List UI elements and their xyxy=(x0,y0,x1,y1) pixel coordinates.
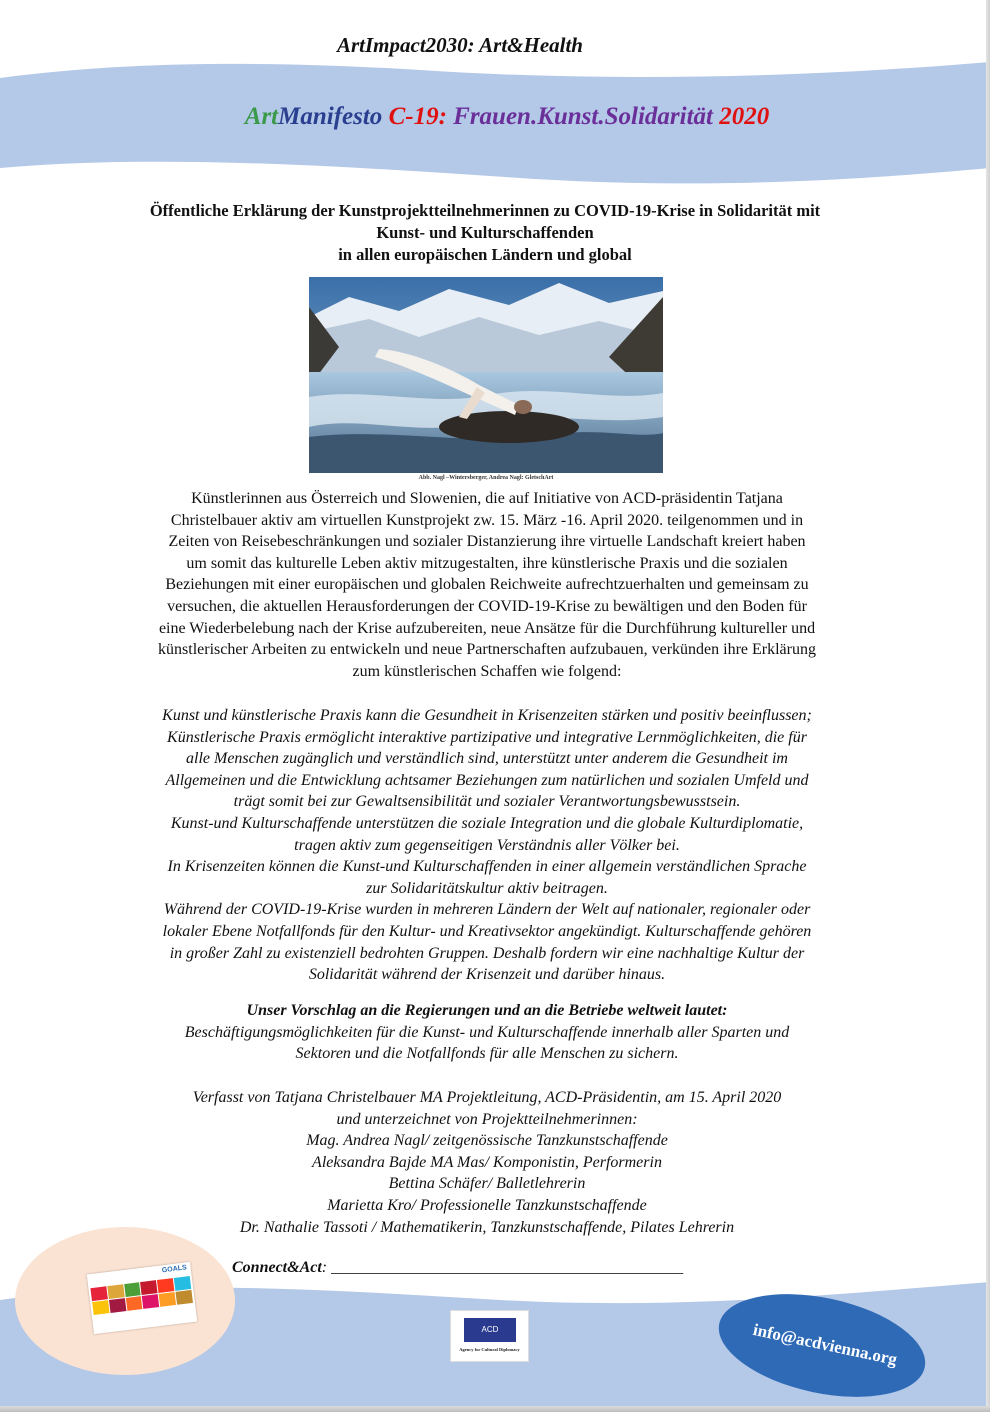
intro-line: künstlerischer Arbeiten zu entwickeln und neue Partnerschaften aufzubauen, verkünden ihre Erklärung xyxy=(158,641,816,659)
intro-line: Christelbauer aktiv am virtuellen Kunstprojekt zw. 15. März -16. April 2020. teilgenommen und in xyxy=(170,511,804,529)
proposal-line: Sektoren und die Notfallfonds für alle Menschen zu sichern. xyxy=(295,1045,679,1063)
intro-paragraph xyxy=(92,488,882,682)
connect-act-line xyxy=(232,1259,683,1277)
intro-line: Zeiten von Reisebeschränkungen und sozialer Distanzierung ihre virtuelle Landschaft kreiert haben xyxy=(168,533,806,551)
manifesto-year: 2020 xyxy=(719,103,770,130)
acd-subtitle: Agency for Cultural Diplomacy xyxy=(459,1347,520,1352)
statement-line: tragen aktiv zum gegenseitigen Verständnis aller Völker bei. xyxy=(294,836,680,854)
signature-line: Aleksandra Bajde MA Mas/ Komponistin, Performerin xyxy=(312,1153,662,1171)
heading-line: Kunst- und Kulturschaffenden xyxy=(376,223,594,242)
header-wave-band xyxy=(0,0,990,200)
statement-line: lokaler Ebene Notfallfonds für den Kultur- und Kreativsektor angekündigt. Kulturschaffende gehören xyxy=(162,922,812,940)
statement-line: Künstlerische Praxis ermöglicht interaktive partizipative und integrative Lernmöglichkeiten, die für xyxy=(167,728,807,746)
manifesto-art: Art xyxy=(244,103,279,130)
document-title: ArtImpact2030: Art&Health xyxy=(337,33,583,57)
statement-line: Kunst und künstlerische Praxis kann die Gesundheit in Krisenzeiten stärken und positiv beeinflussen; xyxy=(162,707,812,724)
acd-flag xyxy=(464,1318,516,1342)
intro-line: Künstlerinnen aus Österreich und Slowenien, die auf Initiative von ACD-präsidentin Tatjana xyxy=(191,490,783,507)
sdg-goal-tile xyxy=(109,1298,126,1313)
statement-line: In Krisenzeiten können die Kunst-und Kulturschaffenden in einer allgemein verständlichen Sprache xyxy=(167,858,807,876)
acd-logo xyxy=(450,1310,529,1362)
photo-caption: Abb. Nagl –Wintersberger, Andrea Nagl: GletschArt xyxy=(418,475,554,481)
heading-line: in allen europäischen Ländern und global xyxy=(338,245,632,264)
sdg-goal-tile xyxy=(157,1278,174,1293)
glacier-dance-photo xyxy=(309,277,663,473)
intro-line: zum künstlerischen Schaffen wie folgend: xyxy=(352,662,622,680)
statement-line: Kunst-und Kulturschaffende unterstützen die soziale Integration und die globale Kulturdiplomatie, xyxy=(170,814,804,832)
statement-paragraph xyxy=(92,705,882,986)
sdg-goal-tile xyxy=(176,1290,193,1305)
page-edge-right xyxy=(986,0,990,1412)
sdg-goal-tile xyxy=(159,1292,176,1307)
sdg-goals-logo xyxy=(87,1262,198,1334)
intro-line: Beziehungen mit einer europäischen und globalen Reichweite aufrechtzuerhalten und gemeinsam zu xyxy=(165,576,809,594)
page-edge-bottom xyxy=(0,1406,990,1412)
manifesto-c19: C-19: xyxy=(388,103,447,130)
sdg-goal-tile xyxy=(107,1284,124,1299)
signature-line: Dr. Nathalie Tassoti / Mathematikerin, Tanzkunstschaffende, Pilates Lehrerin xyxy=(239,1218,735,1236)
manifesto-word: Manifesto xyxy=(278,103,383,130)
manifesto-frauen: Frauen.Kunst.Solidarität xyxy=(453,103,713,130)
sdg-goal-tile xyxy=(174,1276,191,1291)
email-link[interactable]: info@acdvienna.org xyxy=(751,1319,899,1370)
signature-line: und unterzeichnet von Projektteilnehmerinnen: xyxy=(336,1110,638,1128)
sdg-goal-tile xyxy=(92,1300,109,1315)
sdg-goal-tile xyxy=(124,1282,141,1297)
signature-line: Verfasst von Tatjana Christelbauer MA Projektleitung, ACD-Präsidentin, am 15. April 2020 xyxy=(192,1089,782,1106)
signature-line: Marietta Kro/ Professionelle Tanzkunstschaffende xyxy=(327,1196,647,1214)
sdg-goal-tile xyxy=(141,1280,158,1295)
intro-line: versuchen, die aktuellen Herausforderungen der COVID-19-Krise zu bewältigen und den Boden für xyxy=(167,597,807,615)
signature-line: Mag. Andrea Nagl/ zeitgenössische Tanzkunstschaffende xyxy=(306,1132,668,1150)
connect-act-blank: : ____________________________________________ xyxy=(321,1259,684,1276)
signature-line: Bettina Schäfer/ Balletlehrerin xyxy=(388,1175,586,1193)
proposal-section xyxy=(92,1000,882,1065)
acd-logo-text: ACD xyxy=(481,1325,499,1334)
statement-line: Solidarität während der Krisenzeit und darüber hinaus. xyxy=(308,966,666,984)
sdg-goal-tile xyxy=(90,1286,107,1301)
signatures-section xyxy=(92,1087,882,1238)
statement-line: zur Solidaritätskultur aktiv beitragen. xyxy=(366,879,608,897)
proposal-title: Unser Vorschlag an die Regierungen und an die Betriebe weltweit lautet: xyxy=(246,1002,728,1019)
sdg-goal-tile xyxy=(142,1294,159,1309)
statement-line: trägt somit bei zur Gewaltsensibilität und sozialer Verantwortungsbewusstsein. xyxy=(233,793,741,811)
heading-line: Öffentliche Erklärung der Kunstprojektteilnehmerinnen zu COVID-19-Krise in Solidarität mit xyxy=(149,201,821,220)
proposal-line: Beschäftigungsmöglichkeiten für die Kunst- und Kulturschaffende innerhalb aller Sparten und xyxy=(184,1023,790,1041)
sdg-goal-tile xyxy=(126,1296,143,1311)
statement-line: Allgemeinen und die Entwicklung achtsamer Beziehungen zum natürlichen und sozialen Umfeld und xyxy=(165,771,809,789)
statement-line: Während der COVID-19-Krise wurden in mehreren Ländern der Welt auf nationaler, regionaler oder xyxy=(163,901,811,919)
statement-line: in großer Zahl zu existenziell bedrohten Gruppen. Deshalb fordern wir eine nachhaltige Kultur der xyxy=(169,944,805,962)
intro-line: eine Wiederbelebung nach der Krise aufzubereiten, neue Ansätze für die Durchführung kultureller und xyxy=(158,619,816,637)
manifesto-title xyxy=(0,103,990,131)
intro-line: um somit das kulturelle Leben aktiv mitzugestalten, ihre künstlerische Praxis und die sozialen xyxy=(186,554,788,572)
sdg-title: GOALS xyxy=(161,1264,188,1275)
statement-line: alle Menschen zugänglich und verständlich sind, unterstützt unter anderem die Gesundheit im xyxy=(186,750,788,768)
declaration-heading xyxy=(100,200,870,266)
connect-act-label: Connect&Act xyxy=(232,1259,322,1276)
